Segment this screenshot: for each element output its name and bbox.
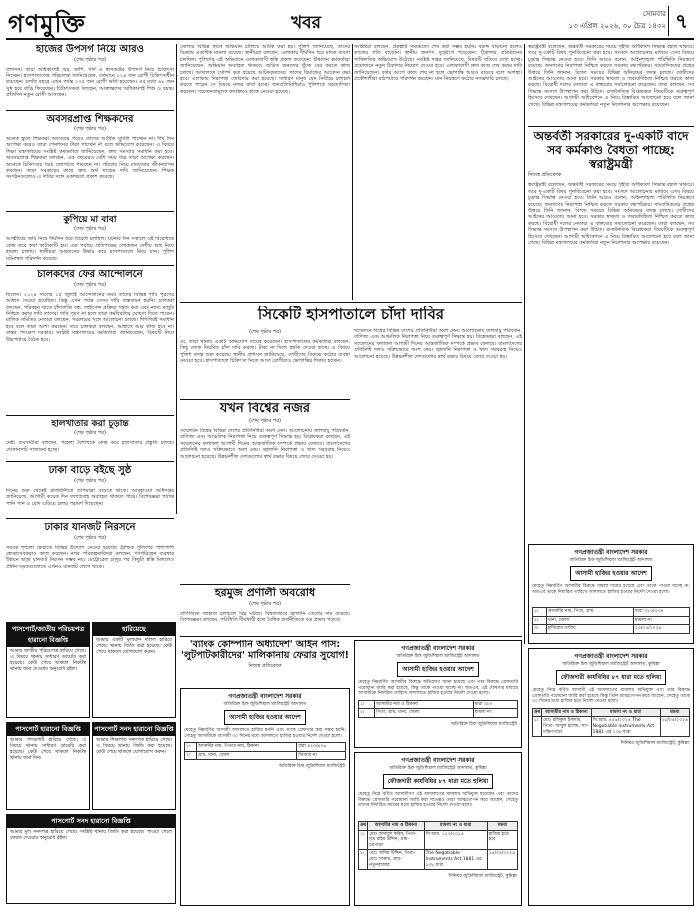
notice-header: গণপ্রজাতন্ত্রী বাংলাদেশ সরকার (574, 549, 648, 556)
cell: পিতা, গ্রাম, থানা, জেলা (375, 709, 474, 718)
article-traffic-body: সড়কে শৃঙ্খলা ফেরাতে বিভিন্ন উদ্যোগ নেওয়া হয়েছে। ট্রাফিক পুলিশের পাশাপাশি স্বেচ্ছাসেবকরাও কাজ করছেন। নগর পরিকল্পনাবিদরা বলছেন, গণপরিবহন ব্যবস্থার উন্নয়ন ছাড়া যানজট নিরসন সম্ভব নয়। মেট্রোরেল চালুর পর কিছুটা স্বস্তি মিললেও প্রধান সড়কগুলোতে এখনও যানজট লেগে থাকে। (6, 544, 174, 570)
cell: ১। (359, 700, 375, 709)
cell: ১। (359, 830, 368, 850)
chikungunya-headline-area (180, 306, 522, 328)
headline-chikungunya: সিকেটি হাসপাতালে চাঁদা দাবির (257, 306, 445, 323)
byline: (শেষ পৃষ্ঠার পর) (74, 430, 106, 437)
byline: (শেষ পৃষ্ঠার পর) (249, 329, 281, 335)
divider (180, 399, 350, 400)
weekday: সোমবার (642, 10, 666, 18)
cell: ১৪/০৪/২০২৬ (487, 850, 517, 870)
cell: হাজিরার তারিখ (546, 625, 633, 634)
cell: ২। (359, 850, 368, 870)
lost-notice-title: পাসপোর্ট সনদ হারানো বিজ্ঞপ্তি (7, 815, 175, 828)
cell: ২৮/০৪/২০২৬ (660, 717, 689, 737)
column-1-lower (6, 518, 174, 618)
ordinance-article (180, 640, 350, 684)
cell: ধারা ৪২০/৪০৬ (297, 743, 346, 752)
notice-header: গণপ্রজাতন্ত্রী বাংলাদেশ সরকার (401, 757, 475, 764)
byline: (শেষ পৃষ্ঠার পর) (74, 281, 106, 288)
cell: আসামীর নাম, পিতা, গ্রাম (546, 608, 633, 617)
cell: ১। (533, 608, 547, 617)
article-dhaka-body: দিনের শুরু থেকেই রাজধানীতে তাপমাত্রা বাড়তে থাকে। আবহাওয়া অধিদপ্তর জানিয়েছে, আগামী কয়েক দিন তাপপ্রবাহ অব্যাহত থাকতে পারে। বিশেষজ্ঞরা পর্যাপ্ত পানি পান ও রোদ এড়িয়ে চলার পরামর্শ দিয়েছেন। (6, 487, 174, 507)
world-article (180, 402, 350, 582)
cell: আসামীর নাম ও ঠিকানা (375, 700, 474, 709)
notice-table (532, 708, 690, 737)
headline-mother: কুপিয়ে মা বাবা (63, 215, 117, 225)
newspaper-page (6, 4, 694, 906)
cell: মামলা নং (473, 709, 517, 718)
cell: ২। (185, 751, 197, 760)
article-mother-body: আত্মীয়ের জমি নিয়ে দীর্ঘদিন ধরে বিরোধ চলছিল। ঘটনার দিন সকালে ওই বিরোধকে কেন্দ্র করে কথা কাটাকাটি হয়। এক পর্যায়ে প্রতিপক্ষের লোকজন দেশীয় অস্ত্র নিয়ে হামলা চালায়। স্থানীয়রা আহতদের উদ্ধার করে হাসপাতালে নিয়ে যান। পুলিশ ঘটনাস্থল পরিদর্শন করেছে। (6, 236, 174, 262)
notice-body: যেহেতু নিম্নে বর্ণিত আসামী এই আদালতের মামলায় অভিযুক্ত এবং তার বিরুদ্ধে গ্রেফতারি পরোয়ানা জারি করা হয়েছে কিন্তু তিনি আত্মগোপন করে আছেন, সেহেতু তাকে ৩০ দিনের মধ্যে হাজির হতে নির্দেশ দেওয়া হলো। (532, 688, 690, 705)
notice-title: ফৌজদারী কার্যবিধির ৮৭ ধারা মতে হুলিয়া (556, 670, 667, 685)
divider (528, 126, 694, 127)
article-cont-body: জেলার বিভিন্ন স্থানে অভিযান চালিয়ে আটক করা হয়। পুলিশ জানিয়েছে, তাদের বিরুদ্ধে একাধিক মামলা রয়েছে। স্থানীয়রা বলছেন, এলাকায় দীর্ঘদিন ধরে মাদক ব্যবসা চলছিল। পুলিশের এই অভিযানে এলাকাবাসী স্বস্তি প্রকাশ করেছেন। ঊর্ধ্বতন কর্মকর্তারা জানিয়েছেন, অভিযান অব্যাহত থাকবে। জড়িত অন্যদের খুঁজে বের করতে কাজ চলছে। আদালতে সোপর্দ করা হয়েছে আটককৃতদের। তাদের রিমান্ডের আবেদন করা হবে। এলাকায় নিরাপত্তা জোরদার করা হয়েছে। সাধারণ মানুষ যেন নির্বিঘ্নে চলাচল করতে পারেন সে বিষয়ে নজর রাখা হচ্ছে। জনপ্রতিনিধিরাও পুলিশকে সহযোগিতা করছেন। সচেতনতামূলক কার্যক্রমও হাতে নেওয়া হয়েছে। (180, 44, 350, 95)
notice-title: ফৌজদারী কার্যবিধির ৮৭ ধারা মতে হুলিয়া (383, 774, 494, 789)
byline: (শেষ পৃষ্ঠার পর) (74, 534, 106, 541)
govt-notice-2 (180, 688, 350, 906)
page-number: ৭ (668, 6, 694, 36)
header-cell: মন্তব্য (487, 822, 517, 831)
column-2-top (180, 44, 350, 300)
notice-signature: সিনিয়র জুডিশিয়াল ম্যাজিস্ট্রেট, কুমিল্লা (620, 741, 689, 747)
issue-date: ১৩ এপ্রিল ২০২৬, ৩০ চৈত্র ১৪৩২ (568, 22, 666, 30)
notice-signature: অতিরিক্ত চিফ জুডিশিয়াল ম্যাজিস্ট্রেট (451, 721, 517, 727)
column-rule (176, 44, 177, 514)
notice-title: আসামী হাজির হওয়ার আদেশ (397, 662, 479, 677)
cell: থানা, জেলা (546, 616, 633, 625)
divider (180, 636, 522, 637)
cell: গ্রাম, থানা, জেলা (196, 751, 296, 760)
cell: জিআর নং (297, 751, 346, 760)
article-teacher-body: অনেক স্কুলে শিক্ষকরা অবসরের পরেও তাদের আর্থিক সুবিধা পাচ্ছেন না। দীর্ঘ দিন অপেক্ষা করেও তারা পেনশনের টাকা পাচ্ছেন না বলে অভিযোগ করেছেন। এ বিষয়ে শিক্ষা মন্ত্রণালয়ের সংশ্লিষ্ট কর্মকর্তারা জানিয়েছেন, দ্রুত সমস্যার সমাধান করা হবে। অবসরপ্রাপ্ত শিক্ষকরা বলছেন, এক বছরেরও বেশি সময় ধরে তারা অপেক্ষা করছেন। অনেকে চিকিৎসার খরচ জোগাতে পারছেন না। পরিবার নিয়ে মানবেতর জীবনযাপন করছেন। তারা সরকারের কাছে দ্রুত অর্থ ছাড়ের দাবি জানিয়েছেন। শিক্ষক সংগঠনগুলোও এ দাবির সঙ্গে একাত্মতা প্রকাশ করেছে। (6, 136, 174, 181)
article-hajj-body: প্রশাসন। তারা অধিকাংশই জ্বর, কাশি, সর্দি ও শ্বাসকষ্টের উপসর্গ নিয়ে চিকিৎসা নিচ্ছেন। হাসপাতালের পরিচালক জানিয়েছেন, বর্তমানে ১২৪ জন রোগী চিকিৎসাধীন রয়েছেন। চলতি বছরে এখন পর্যন্ত ২৩৫ জন রোগী ভর্তি হয়েছেন। এর মধ্যে ৯৮ জন সুস্থ হয়ে বাড়ি ফিরেছেন। চিকিৎসকরা বলছেন, আক্রান্তদের অধিকাংশই শিশু ও বয়স্ক। প্রতিদিন নতুন রোগী আসছেন। (6, 66, 174, 99)
header-cell: আসামীর নাম ও ঠিকানা (368, 822, 424, 831)
article-col4-top: স্বরাষ্ট্রমন্ত্রী বলেছেন, অন্তর্বর্তী সরকারের সময়ে গৃহীত অধিকাংশ সিদ্ধান্ত বহাল থাকবে। তবে দু-একটি বিষয় পুনর্বিবেচনা করা হবে। সংসদে আলোচনার মাধ্যমে এসব বিষয়ে চূড়ান্ত সিদ্ধান্ত নেওয়া হবে। তিনি আরও বলেন, আইনশৃঙ্খলা পরিস্থিতি নিয়ন্ত্রণে রয়েছে। জনগণের নিরাপত্তা নিশ্চিত করতে সরকার বদ্ধপরিকর। সাংবাদিকদের প্রশ্নের উত্তরে তিনি জানান, বিগত সময়ের বিভিন্ন অনিয়মের তদন্ত চলছে। দোষীদের আইনের আওতায় আনা হবে। সরকার স্বচ্ছতা ও জবাবদিহিতা নিশ্চিত করতে কাজ করছে। বিরোধী দলের নেতারা এ বক্তব্যের সমালোচনা করেছেন। তারা বলছেন, সব সিদ্ধান্ত সংসদে উপস্থাপন করা উচিত। রাজনৈতিক বিশ্লেষকরা বিষয়টিকে গুরুত্বপূর্ণ হিসেবে দেখছেন। আগামী অধিবেশনে এ নিয়ে বিস্তারিত আলোচনা হবে বলে জানা গেছে। বিভিন্ন মন্ত্রণালয়ের কর্মকর্তারা নতুন নির্দেশনার অপেক্ষায় রয়েছেন। (528, 44, 694, 108)
byline: (শেষ পৃষ্ঠার পর) (249, 600, 281, 607)
article-govt-body: স্বরাষ্ট্রমন্ত্রী বলেছেন, অন্তর্বর্তী সরকারের সময়ে গৃহীত অধিকাংশ সিদ্ধান্ত বহাল থাকবে। তবে দু-একটি বিষয় পুনর্বিবেচনা করা হবে। সংসদে আলোচনার মাধ্যমে এসব বিষয়ে চূড়ান্ত সিদ্ধান্ত নেওয়া হবে। তিনি আরও বলেন, আইনশৃঙ্খলা পরিস্থিতি নিয়ন্ত্রণে রয়েছে। জনগণের নিরাপত্তা নিশ্চিত করতে সরকার বদ্ধপরিকর। সাংবাদিকদের প্রশ্নের উত্তরে তিনি জানান, বিগত সময়ের বিভিন্ন অনিয়মের তদন্ত চলছে। দোষীদের আইনের আওতায় আনা হবে। সরকার স্বচ্ছতা ও জবাবদিহিতা নিশ্চিত করতে কাজ করছে। বিরোধী দলের নেতারা এ বক্তব্যের সমালোচনা করেছেন। তারা বলছেন, সব সিদ্ধান্ত সংসদে উপস্থাপন করা উচিত। রাজনৈতিক বিশ্লেষকরা বিষয়টিকে গুরুত্বপূর্ণ হিসেবে দেখছেন। আগামী অধিবেশনে এ নিয়ে বিস্তারিত আলোচনা হবে বলে জানা গেছে। বিভিন্ন মন্ত্রণালয়ের কর্মকর্তারা নতুন নির্দেশনার অপেক্ষায় রয়েছেন। (528, 182, 694, 247)
lost-notice-body: আমার একটি মূল্যবান দলিল হারিয়ে গেছে। থানায় জিডি করা হয়েছে। কেউ পেয়ে থাকলে যোগাযোগ করুন। (96, 638, 172, 655)
notice-sub: অতিরিক্ত চিফ জুডিশিয়াল ম্যাজিস্ট্রেট আদালত, কুমিল্লা (562, 662, 660, 667)
divider (180, 584, 350, 585)
notice-body: যেহেতু নিম্নবর্ণিত আসামী আদালতে হাজির হননি এবং তাকে গ্রেফতার করা সম্ভব হয়নি, সেহেতু আসামীকে আগামী ৩০ দিনের মধ্যে আদালতে হাজির হওয়ার নির্দেশ দেওয়া হলো। (184, 728, 346, 739)
notice-signature: অতিরিক্ত চিফ জুডিশিয়াল ম্যাজিস্ট্রেট (279, 764, 345, 770)
cell: সি.আর. ১২৩/২০২৪ (424, 830, 487, 850)
headline-world: যখন বিশ্বের নজর (219, 402, 311, 416)
header-cell: মন্তব্য (660, 708, 689, 717)
cell: ধারা ৩৮০ (473, 700, 517, 709)
column-3-top (354, 44, 522, 300)
notice-table (358, 700, 518, 718)
byline: (শেষ পৃষ্ঠার পর) (74, 56, 106, 63)
cell: সি.আর. ৪৫৬/২০২৪ The Negotiable Instruments Act 1881 এর ১৩৮ ধারা (591, 717, 660, 737)
notice-table (358, 821, 518, 870)
govt-notice-1 (354, 640, 522, 748)
lost-notice-title: পাসপোর্ট সনদ হারানো বিজ্ঞপ্তি (93, 723, 175, 736)
article-chikungunya-body: যে, তারা থানায় একটি অভিযোগ দায়ের করেছেন। হাসপাতালের কর্মকর্তারা বলছেন, কিছু লোক নিয়মিত চাঁদা দাবি করছে। টাকা না দিলে হুমকি দেওয়া হচ্ছে। এ বিষয়ে পুলিশ তদন্ত শুরু করেছে। স্থানীয় প্রশাসন জানিয়েছে, দোষীদের বিরুদ্ধে কঠোর ব্যবস্থা নেওয়া হবে। হাসপাতালে চিকিৎসা নিতে আসা রোগীরাও ভোগান্তির শিকার হচ্ছেন। (180, 339, 350, 365)
cell: ১। (185, 743, 197, 752)
byline: (শেষ পৃষ্ঠার পর) (74, 126, 106, 132)
hormuz-article (180, 587, 350, 633)
article-chikungunya-cont: সম্মেলনে বিশ্বের বিভিন্ন দেশের প্রতিনিধিরা অংশ নেন। আলোচনায় জলবায়ু পরিবর্তন, বাণিজ্য এবং আঞ্চলিক নিরাপত্তা নিয়ে গুরুত্বপূর্ণ সিদ্ধান্ত হয়। বিশ্লেষকরা বলছেন, এই সম্মেলনের ফলাফল আগামী দিনের আন্তর্জাতিক সম্পর্কে প্রভাব ফেলবে। বাংলাদেশের প্রতিনিধি দলও সক্রিয়ভাবে অংশ নেয়। জ্বালানি নিরাপত্তা ও খাদ্য সরবরাহ নিয়েও আলোচনা হয়েছে। উন্নয়নশীল দেশগুলোর স্বার্থ রক্ষার বিষয়ে জোর দেওয়া হয়। (354, 328, 522, 360)
lost-notice-body: আমার জাতীয় পরিচয়পত্র হারিয়ে গেছে। এ বিষয়ে থানায় সাধারণ ডায়েরি করা হয়েছে। কেউ পেয়ে থাকলে নিকটস্থ থানায় জমা দেওয়ার অনুরোধ রইল। (10, 649, 86, 672)
govt-notice-4 (528, 648, 694, 906)
lost-notice-1 (6, 622, 90, 718)
notice-table (184, 742, 346, 760)
lost-notice-2 (92, 622, 176, 718)
byline: (শেষ পৃষ্ঠার পর) (74, 477, 106, 484)
divider (6, 110, 174, 111)
byline: নিজস্ব প্রতিবেদক (528, 172, 562, 179)
headline-govt: অন্তর্বর্তী সরকারের দু-একটি বাদে সব কর্মকাণ্ড বৈধতা পাচ্ছে: স্বরাষ্ট্রমন্ত্রী (533, 130, 689, 171)
notice-sub: অতিরিক্ত চিফ জুডিশিয়াল ম্যাজিস্ট্রেট আদালত, কুমিল্লা (389, 766, 487, 771)
headline-hajj: হাজের উপসর্গ নিয়ে আরও (35, 44, 145, 55)
notice-body: যেহেতু নিম্নবর্ণিত আসামীর বিরুদ্ধে অভিযোগ আনা হয়েছে এবং তার বিরুদ্ধে গ্রেফতারি পরোয়ানা জারি করা হয়েছে, কিন্তু তাকে পাওয়া যাচ্ছে না। অতএব, এই ঘোষণার মাধ্যমে আসামীকে নির্ধারিত তারিখে আদালতে হাজির হওয়ার নির্দেশ দেওয়া হলো। (358, 680, 518, 697)
notice-header: গণপ্রজাতন্ত্রী বাংলাদেশ সরকার (228, 693, 302, 700)
cell: মোঃ আবদুল করিম, পিতা- মৃত রহিম উদ্দিন, গ্রাম- চরপাড়া (368, 830, 424, 850)
headline-hormuz: হরমুজ প্রণালী অবরোধ (214, 587, 316, 599)
divider (6, 415, 174, 416)
govt-notice-3 (354, 752, 522, 906)
lost-notice-4 (92, 722, 176, 810)
header-cell: মামলা নং ও ধারা (591, 708, 660, 717)
cell: ২০/০৫/২০২৬ (634, 625, 690, 634)
lost-notice-body: আমার শিক্ষাগত সনদপত্র হারিয়ে গেছে। এ বিষয়ে থানায় জিডি করা হয়েছে। কেউ পেয়ে থাকলে যোগাযোগ করুন। (96, 738, 172, 755)
cell: ধারা ৩২৩/৩৭৯ (634, 608, 690, 617)
headline-ordinance: 'ব্যাংক কোম্পানি অধ্যাদেশ' আইন পাস: 'লুটপাটকারীদের' মালিকানায় ফেরার সুযোগ! (181, 640, 349, 661)
divider (180, 302, 522, 303)
divider (6, 211, 174, 212)
headline-teacher: অবসরপ্রাপ্ত শিক্ষকদের (46, 113, 134, 125)
notice-signature: সিনিয়র জুডিশিয়াল ম্যাজিস্ট্রেট, কুমিল্লা (448, 874, 517, 880)
notice-header: গণপ্রজাতন্ত্রী বাংলাদেশ সরকার (574, 653, 648, 660)
headline-drivers: চালকদের ফের আন্দোলনে (37, 269, 143, 281)
column-rule (352, 44, 353, 300)
govt-notice-5 (528, 544, 694, 644)
headline-dhaka: ঢাকা বাড়ে বইছে সুষ্ঠ (48, 465, 132, 477)
article-halal-body: নেই। ব্যবসায়ীরা বলছেন, পহেলা বৈশাখকে কেন্দ্র করে হালখাতার প্রস্তুতি চলছে। দোকানপাট সাজানো হচ্ছে। (6, 440, 174, 453)
lost-notice-body: আমার পাসপোর্ট হারিয়ে গেছে। এ বিষয়ে থানায় সাধারণ ডায়েরি করা হয়েছে। কেউ পেয়ে থাকলে নিকটস্থ থানায় জমা দিন। (10, 738, 86, 761)
lost-notice-title: পাসপোর্ট/জাতীয় পরিচয়পত্র হারানো বিজ্ঞপ্তি (7, 623, 89, 647)
header-cell: ক্রম (533, 708, 542, 717)
section-label: খবর (291, 13, 321, 33)
article-drivers-body: ছিলেন। ২০২৪ সালের ১৫ জুলাই আন্দোলনের সময় তাদের বিভিন্ন দাবি পূরণের আশ্বাস দেওয়া হয়েছিল। কিন্তু এখন পর্যন্ত সেসব দাবি বাস্তবায়ন হয়নি। চালকরা বলছেন, পরিবহন খাতে চাঁদাবাজি বন্ধ, লাইসেন্স প্রক্রিয়া সহজ করা এবং ন্যায্য মজুরি নিশ্চিত করার দাবি তাদের। দাবি পূরণ না হলে তারা কর্মবিরতির ঘোষণা দিতে পারেন। মালিক সমিতির নেতারা বলছেন, সরকারের সঙ্গে আলোচনা চলছে। শিগগিরই সমাধান হবে বলে তারা আশা করছেন। তবে চালকরা বলছেন, আশ্বাসে আর কাজ হবে না। বাস্তব পদক্ষেপ দরকার। সংশ্লিষ্ট মন্ত্রণালয়ের কর্মকর্তারা জানিয়েছেন, বিষয়টি নিয়ে উচ্চপর্যায়ে বৈঠক হবে। (6, 291, 174, 343)
byline: (শেষ পৃষ্ঠার পর) (249, 417, 281, 424)
article-cont-body-2: সংশ্লিষ্টরা বলছেন, প্রকল্পটি সময়মতো শেষ করা সম্ভব হয়নি। বরাদ্দ বাড়ানো হলেও কাজের গতি বাড়েনি। স্থানীয় জনগণ দুর্ভোগে পড়েছেন। ঠিকাদার প্রতিষ্ঠানের গাফিলতির অভিযোগ উঠেছে। সংশ্লিষ্ট দপ্তর জানিয়েছে, বিষয়টি খতিয়ে দেখা হচ্ছে। প্রয়োজনে নতুন ঠিকাদার নিয়োগ দেওয়া হবে। এলাকাবাসী দ্রুত কাজ শেষ করার দাবি জানিয়েছেন। বর্ষার আগে কাজ শেষ না হলে ভোগান্তি আরও বাড়বে বলে আশঙ্কা। প্রকৌশলীরা মাঠপর্যায়ে পরিদর্শন করছেন। মান নিয়ন্ত্রণে কঠোর নজরদারি চলছে। (354, 44, 522, 83)
headline-traffic: ঢাকার যানজট নিরসনে (44, 522, 136, 533)
newspaper-logo: গণমুক্তি (8, 10, 86, 38)
header-cell: আসামীর নাম ও ঠিকানা (542, 708, 591, 717)
byline: নিজস্ব প্রতিবেদক (248, 662, 282, 669)
notice-header: গণপ্রজাতন্ত্রী বাংলাদেশ সরকার (401, 645, 475, 652)
lost-notice-3 (6, 722, 90, 810)
notice-body: যেহেতু নিম্নবর্ণিত আসামীর বিরুদ্ধে মামলা দায়ের হয়েছে এবং তাকে পাওয়া যাচ্ছে না, অতএব তাকে নির্ধারিত তারিখে আদালতে হাজির হওয়ার নির্দেশ দেওয়া হলো। (532, 584, 690, 595)
column-3-mid (354, 328, 522, 638)
cell: আসামীর নাম, পিতার নাম, ঠিকানা (196, 743, 296, 752)
divider (6, 265, 174, 266)
lost-notice-title: হারিয়েছে (93, 623, 175, 636)
notice-title: আসামী হাজির হওয়ার আদেশ (224, 710, 306, 725)
notice-sub: অতিরিক্ত চিফ জুডিশিয়াল ম্যাজিস্ট্রেট আদালত (569, 558, 653, 563)
divider (6, 461, 174, 462)
byline: (শেষ পৃষ্ঠার পর) (74, 226, 106, 233)
cell: মোঃ রফিকুল ইসলাম, পিতা- আবুল হাশেম, সাং- দক্ষিণপাড়া (542, 717, 591, 737)
divider (6, 518, 174, 519)
column-1 (6, 44, 174, 514)
notice-body: যেহেতু নিম্নে বর্ণিত আসামীগণ এই আদালতের মামলায় অভিযুক্ত হয়েছেন এবং তাদের বিরুদ্ধে গ্রেফতারি পরোয়ানা জারি করা সত্ত্বেও তারা আত্মগোপন করে আছেন, সেহেতু তাদের নির্ধারিত সময়ের মধ্যে হাজির হওয়ার নির্দেশ দেওয়া হলো। (358, 792, 518, 809)
header-cell: ক্রম (359, 822, 368, 831)
notice-title: আসামী হাজির হওয়ার আদেশ (570, 566, 652, 581)
lost-notice-body: আমার মূল সনদপত্র হারিয়ে গেছে। সংশ্লিষ্ট থানায় জিডি করা হয়েছে। পাওয়া গেলে ফেরত দেওয়ার অনুরোধ রইল। (10, 830, 172, 841)
cell: মামলা নং (634, 616, 690, 625)
lost-notice-title: পাসপোর্ট হারানো বিজ্ঞপ্তি (7, 723, 89, 736)
masthead (6, 4, 694, 40)
cell: মোঃ জসিম উদ্দিন, পিতা- মোঃ সাত্তার, গ্রাম- নতুনবাজার (368, 850, 424, 870)
article-world-body: সম্মেলনে বিশ্বের বিভিন্ন দেশের প্রতিনিধিরা অংশ নেন। আলোচনায় জলবায়ু পরিবর্তন, বাণিজ্য এবং আঞ্চলিক নিরাপত্তা নিয়ে গুরুত্বপূর্ণ সিদ্ধান্ত হয়। বিশ্লেষকরা বলছেন, এই সম্মেলনের ফলাফল আগামী দিনের আন্তর্জাতিক সম্পর্কে প্রভাব ফেলবে। বাংলাদেশের প্রতিনিধি দলও সক্রিয়ভাবে অংশ নেয়। জ্বালানি নিরাপত্তা ও খাদ্য সরবরাহ নিয়েও আলোচনা হয়েছে। উন্নয়নশীল দেশগুলোর স্বার্থ রক্ষার বিষয়ে জোর দেওয়া হয়। (180, 427, 350, 460)
date-box (569, 8, 666, 32)
headline-halal: হালখাতার করা চূড়ান্ত (51, 418, 129, 429)
cell: The Negotiable Instruments Act 1881 এর ১৩৮ ধারা (424, 850, 487, 870)
column-rule (524, 44, 525, 644)
cell: হাজির হতে হবে (487, 830, 517, 850)
cell: ২। (533, 616, 547, 625)
notice-sub: অতিরিক্ত চিফ জুডিশিয়াল ম্যাজিস্ট্রেট আদালত (223, 702, 307, 707)
notice-sub: অতিরিক্ত চিফ জুডিশিয়াল ম্যাজিস্ট্রেট আদালত (396, 654, 480, 659)
column-4-top (528, 44, 694, 124)
lost-notice-5 (6, 814, 176, 904)
cell: ৩। (533, 625, 547, 634)
notice-table (532, 607, 690, 634)
chikungunya-col-a (180, 328, 350, 396)
cell: ২। (359, 709, 375, 718)
header-cell: মামলা নং ও ধারা (424, 822, 487, 831)
article-hormuz-body: বাণিজ্যিক জাহাজ চলাচলে বিঘ্ন ঘটছে। বিশ্ববাজারে জ্বালানি তেলের দাম বাড়ছে। বিশেষজ্ঞরা বলছেন, পরিস্থিতি দীর্ঘস্থায়ী হলে বৈশ্বিক অর্থনীতিতে বড় প্রভাব পড়বে। (180, 610, 350, 624)
cell: ১। (533, 717, 542, 737)
